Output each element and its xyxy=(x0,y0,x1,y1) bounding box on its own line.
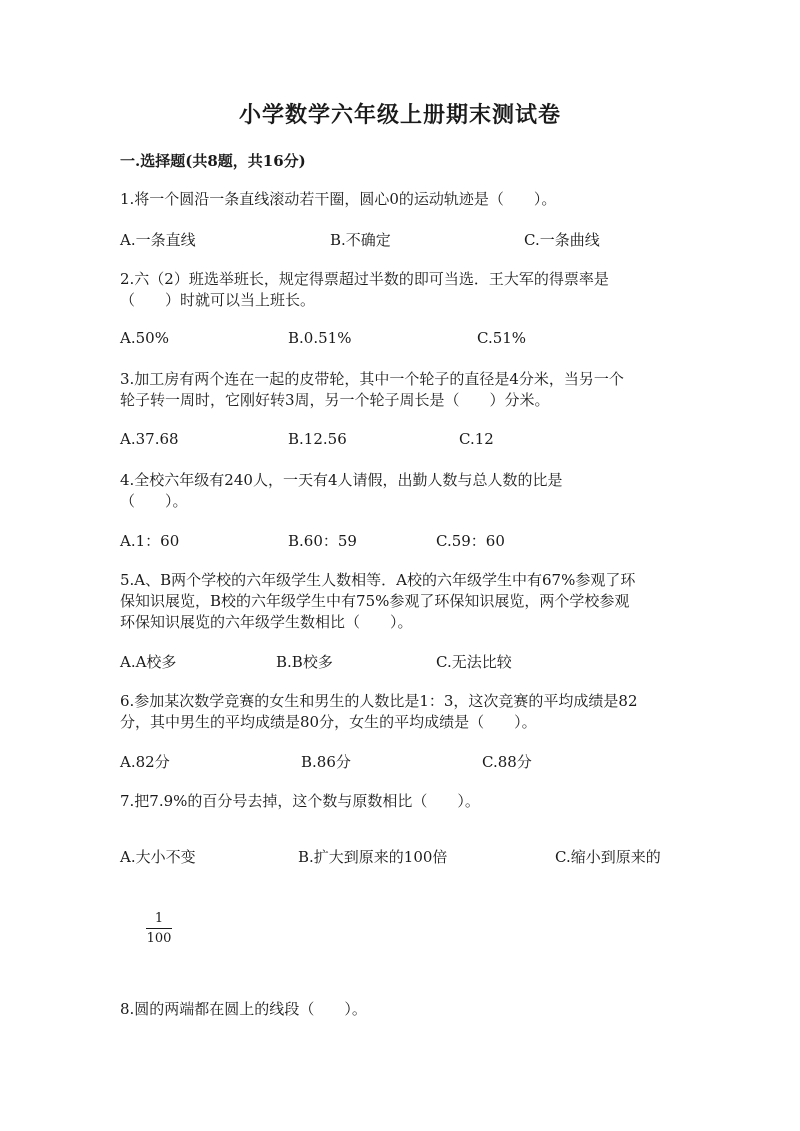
question-text: 7.把7.9%的百分号去掉，这个数与原数相比（ ）。 xyxy=(120,792,480,810)
option-b: B.86分 xyxy=(301,753,351,771)
option-b: B.B校多 xyxy=(276,653,333,671)
question-text: 分，其中男生的平均成绩是80分，女生的平均成绩是（ ）。 xyxy=(120,713,537,731)
question-text: （ ）时就可以当上班长。 xyxy=(120,291,316,309)
question-text: （ ）。 xyxy=(120,492,188,510)
option-c: C.88分 xyxy=(482,753,532,771)
question-text: 2.六（2）班选举班长，规定得票超过半数的即可当选．王大军的得票率是 xyxy=(120,270,609,288)
option-b: B.不确定 xyxy=(330,231,391,249)
question-text: 轮子转一周时，它刚好转3周，另一个轮子周长是（ ）分米。 xyxy=(120,391,550,409)
option-a: A.大小不变 xyxy=(120,848,196,866)
option-c: C.缩小到原来的 xyxy=(555,848,661,866)
option-a: A.A校多 xyxy=(120,653,177,671)
section-heading: 一.选择题(共8题，共16分) xyxy=(120,152,306,170)
option-c: C.59：60 xyxy=(436,532,505,550)
question-text: 保知识展览，B校的六年级学生中有75%参观了环保知识展览，两个学校参观 xyxy=(120,592,630,610)
fraction-one-hundredth xyxy=(144,912,174,945)
question-text: 3.加工房有两个连在一起的皮带轮，其中一个轮子的直径是4分米，当另一个 xyxy=(120,370,624,388)
option-b: B.0.51% xyxy=(288,329,352,347)
question-text: 6.参加某次数学竞赛的女生和男生的人数比是1：3，这次竞赛的平均成绩是82 xyxy=(120,692,638,710)
question-text: 1.将一个圆沿一条直线滚动若干圈，圆心0的运动轨迹是（ ）。 xyxy=(120,190,557,208)
option-c: C.12 xyxy=(459,430,494,448)
option-b: B.60：59 xyxy=(288,532,357,550)
option-b: B.12.56 xyxy=(288,430,347,448)
option-b: B.扩大到原来的100倍 xyxy=(298,848,448,866)
option-c: C.一条曲线 xyxy=(524,231,600,249)
question-text: 环保知识展览的六年级学生数相比（ ）。 xyxy=(120,613,413,631)
page-title: 小学数学六年级上册期末测试卷 xyxy=(238,102,561,128)
option-a: A.1：60 xyxy=(120,532,180,550)
option-c: C.无法比较 xyxy=(436,653,512,671)
option-a: A.一条直线 xyxy=(120,231,196,249)
question-text: 8.圆的两端都在圆上的线段（ ）。 xyxy=(120,1000,367,1018)
option-a: A.82分 xyxy=(120,753,170,771)
question-text: 4.全校六年级有240人，一天有4人请假，出勤人数与总人数的比是 xyxy=(120,471,563,489)
question-text: 5.A、B两个学校的六年级学生人数相等．A校的六年级学生中有67%参观了环 xyxy=(120,571,636,589)
fraction-numerator: 1 xyxy=(154,911,164,926)
option-a: A.37.68 xyxy=(120,430,179,448)
fraction-denominator: 100 xyxy=(146,931,172,946)
option-a: A.50% xyxy=(120,329,169,347)
option-c: C.51% xyxy=(477,329,527,347)
